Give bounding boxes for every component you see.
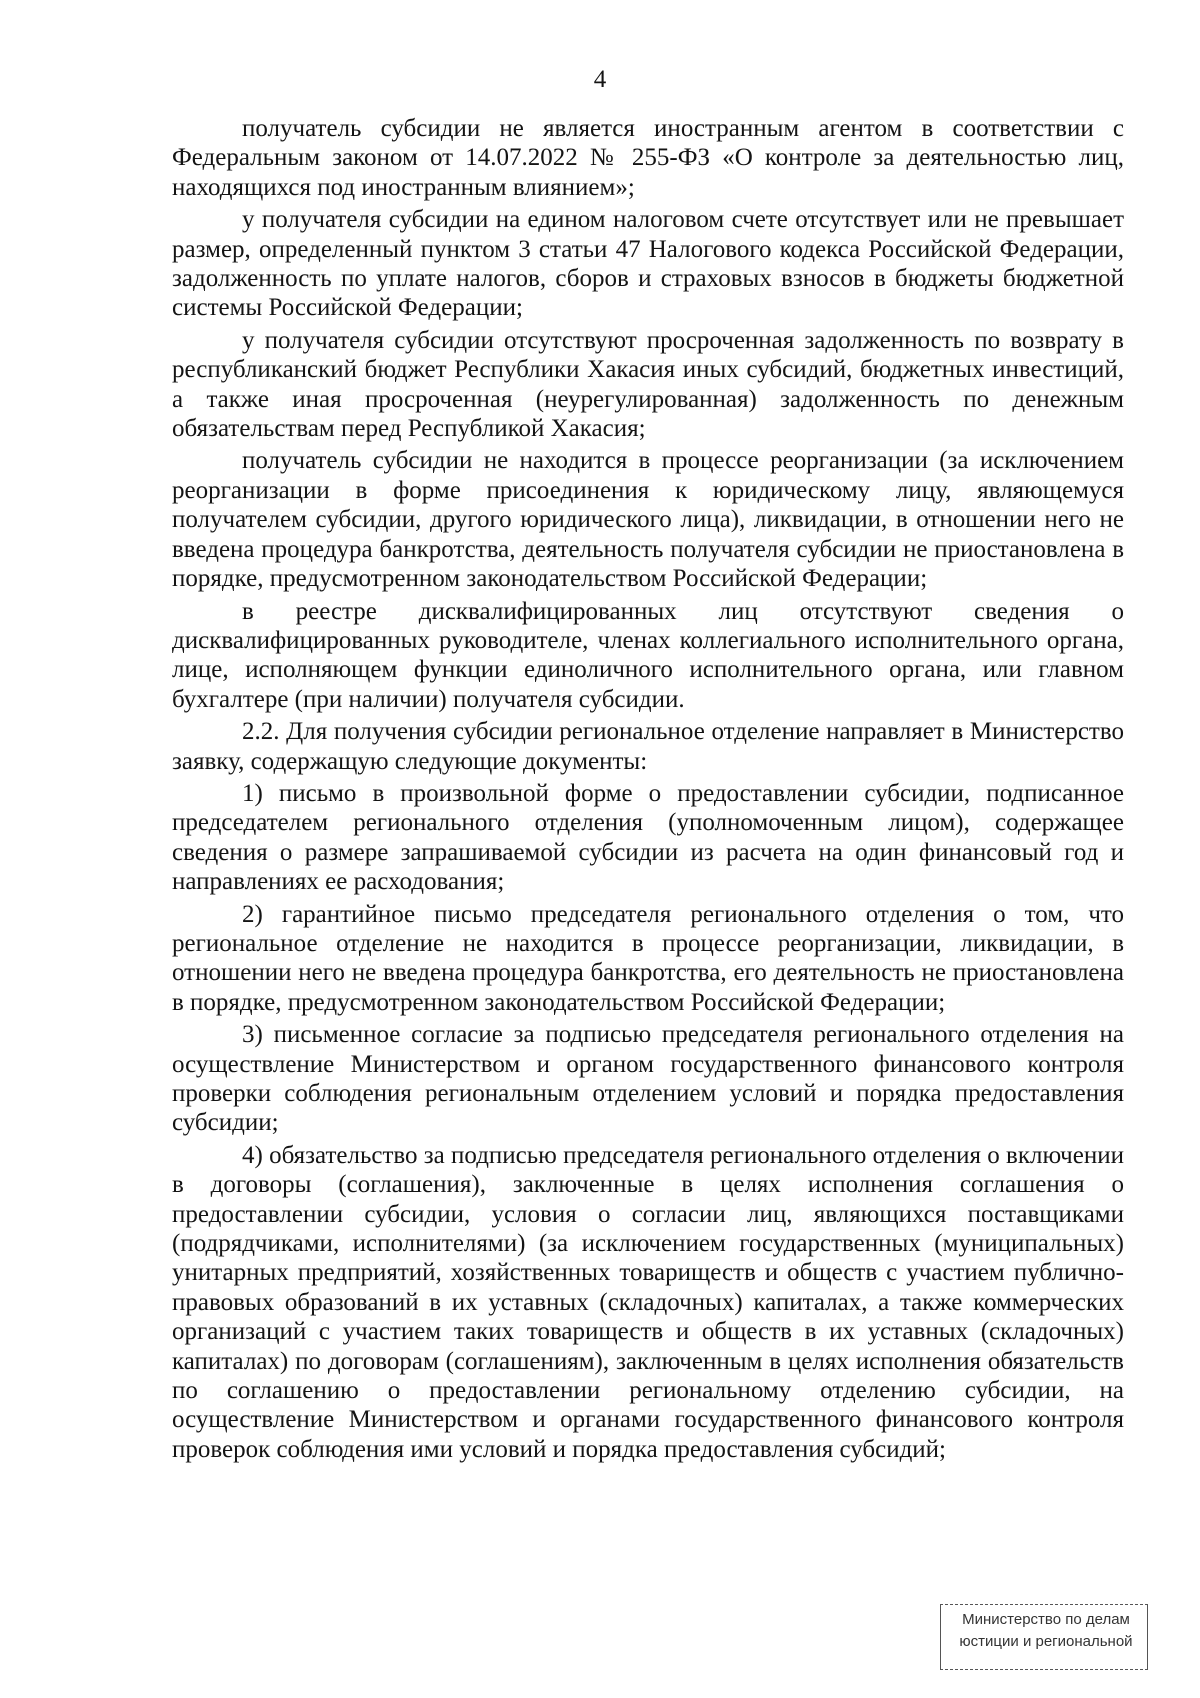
- page-number: 4: [593, 66, 607, 93]
- stamp-line-1: Министерство по делам: [962, 1611, 1130, 1628]
- stamp-line-2: юстиции и региональной: [959, 1633, 1133, 1650]
- paragraph-disqualified-registry: в реестре дисквалифицированных лиц отсутствуют сведения о дисквалифицированных руководителе, членах коллегиального исполнительного органа, лице, исполняющем функции единоличного исполнительного органа, или главном бухгалтере (при наличии) получателя субсидии.: [172, 597, 1124, 713]
- paragraph-tax-debt: у получателя субсидии на едином налоговом счете отсутствует или не превышает размер, определенный пунктом 3 статьи 47 Налогового кодекса Российской Федерации, задолженность по уплате налогов, сборов и страховых взносов в бюджеты бюджетной системы Российской Федерации;: [172, 206, 1124, 322]
- paragraph-section-2-2: 2.2. Для получения субсидии региональное отделение направляет в Министерство заявку, содержащую следующие документы:: [172, 718, 1124, 775]
- paragraph-reorganization: получатель субсидии не находится в процессе реорганизации (за исключением реорганизации в форме присоединения к юридическому лицу, являющемуся получателем субсидии, другого юридического лица), ликвидации, в отношении него не введена процедура банкротства, деятельность получателя субсидии не приостановлена в порядке, предусмотренном законодательством Российской Федерации;: [172, 447, 1124, 593]
- paragraph-item-4: 4) обязательство за подписью председателя регионального отделения о включении в договоры (соглашения), заключенные в целях исполнения соглашения о предоставлении субсидии, условия о согласии лиц, являющихся поставщиками (подрядчиками, исполнителями) (за исключением государственных (муниципальных) унитарных предприятий, хозяйственных товариществ и обществ с участием публично-правовых образований в их уставных (складочных) капиталах, а также коммерческих организаций с участием таких товариществ и обществ в их уставных (складочных) капиталах) по договорам (соглашениям), заключенным в целях исполнения обязательств по соглашению о предоставлении региональному отделению субсидии, на осуществление Министерством и органами государственного финансового контроля проверок соблюдения ими условий и порядка предоставления субсидий;: [172, 1141, 1124, 1463]
- paragraph-overdue-debt: у получателя субсидии отсутствуют просроченная задолженность по возврату в республиканский бюджет Республики Хакасия иных субсидий, бюджетных инвестиций, а также иная просроченная (неурегулированная) задолженность по денежным обязательствам перед Республикой Хакасия;: [172, 326, 1124, 443]
- paragraph-item-3: 3) письменное согласие за подписью председателя регионального отделения на осуществление Министерством и органом государственного финансового контроля проверки соблюдения региональным отделением условий и порядка предоставления субсидии;: [172, 1021, 1124, 1137]
- document-body: [172, 114, 1124, 1467]
- paragraph-item-2: 2) гарантийное письмо председателя регионального отделения о том, что региональное отделение не находится в процессе реорганизации, ликвидации, в отношении него не введена процедура банкротства, его деятельность не приостановлена в порядке, предусмотренном законодательством Российской Федерации;: [172, 900, 1124, 1016]
- paragraph-item-1: 1) письмо в произвольной форме о предоставлении субсидии, подписанное председателем регионального отделения (уполномоченным лицом), содержащее сведения о размере запрашиваемой субсидии из расчета на один финансовый год и направлениях ее расходования;: [172, 779, 1124, 896]
- paragraph-foreign-agent: получатель субсидии не является иностранным агентом в соответствии с Федеральным законом от 14.07.2022 № 255-ФЗ «О контроле за деятельностью лиц, находящихся под иностранным влиянием»;: [172, 115, 1124, 201]
- ministry-stamp: [940, 1604, 1148, 1670]
